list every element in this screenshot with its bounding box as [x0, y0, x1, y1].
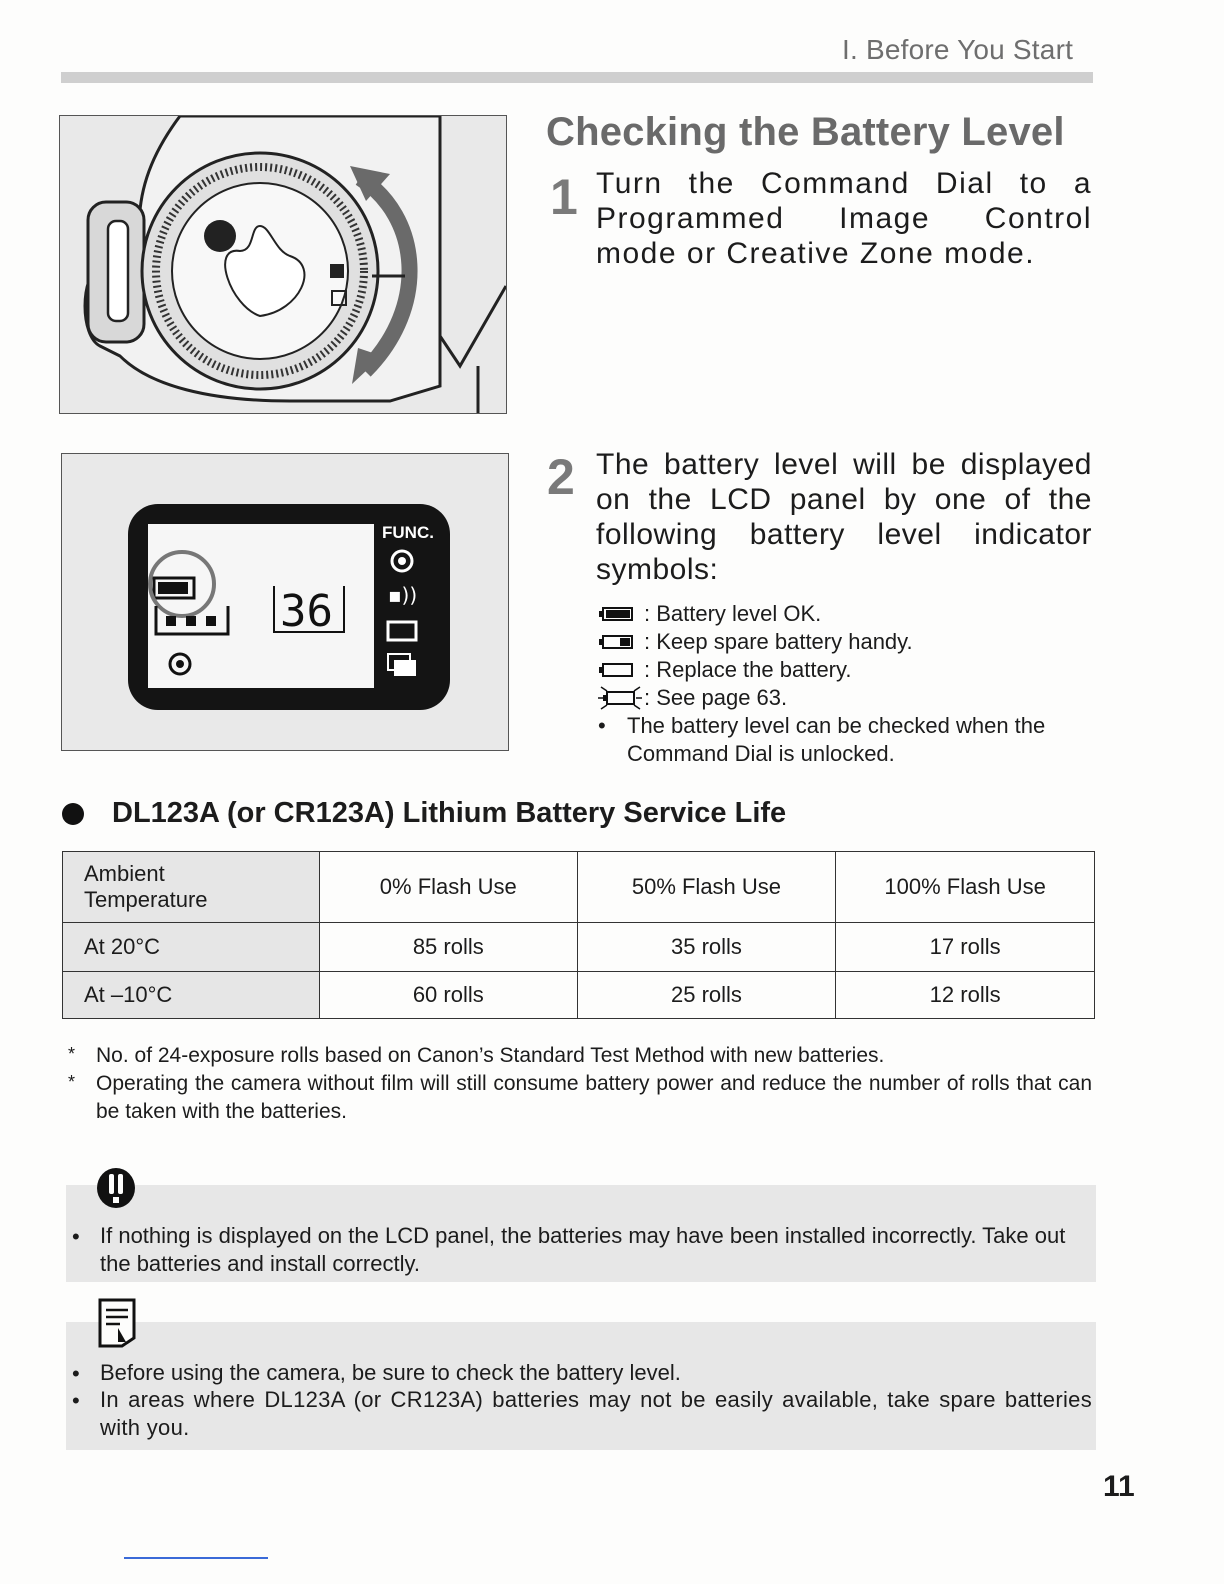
header-50-percent-flash: 50% Flash Use: [577, 852, 836, 923]
battery-life-table-heading: DL123A (or CR123A) Lithium Battery Service Life: [112, 797, 787, 829]
indicator-battery-empty: [598, 656, 852, 684]
memo-bullet-2: •: [72, 1388, 80, 1413]
indicator-battery-ok-text: : Battery level OK.: [644, 601, 822, 626]
lcd-panel-illustration: [61, 453, 509, 751]
command-dial-illustration: [59, 115, 507, 414]
page-number: 11: [1103, 1470, 1135, 1503]
cell-20c-0-percent: 85 rolls: [319, 923, 577, 972]
header-100-percent-flash: 100% Flash Use: [836, 852, 1095, 923]
table-row: [63, 972, 1095, 1019]
table-header-row: [63, 852, 1095, 923]
indicator-note-text: The battery level can be checked when the Command Dial is unlocked.: [627, 713, 1046, 766]
footnote-1-marker: *: [68, 1044, 76, 1064]
svg-text:▪)): ▪)): [388, 583, 418, 607]
lcd-panel-drawing: [62, 454, 508, 750]
indicator-battery-blinking-text: : See page 63.: [644, 685, 788, 710]
bottom-rule: [124, 1557, 268, 1559]
header-rule: [61, 72, 1093, 83]
battery-full-icon: [598, 607, 644, 621]
table-heading-bullet: [62, 803, 84, 825]
footnote-1-text: No. of 24-exposure rolls based on Canon’s Standard Test Method with new batteries.: [96, 1044, 885, 1067]
footnote-2-marker: *: [68, 1072, 76, 1092]
indicator-battery-blinking: [598, 684, 787, 712]
step-1-text: Turn the Command Dial to a Programmed Image Control mode or Creative Zone mode.: [596, 167, 1092, 270]
indicator-battery-empty-text: : Replace the battery.: [644, 657, 852, 682]
indicator-battery-ok: [598, 600, 821, 628]
memo-text-1: Before using the camera, be sure to check the battery level.: [100, 1360, 681, 1385]
header-0-percent-flash: 0% Flash Use: [319, 852, 577, 923]
section-title: Checking the Battery Level: [546, 110, 1065, 154]
indicator-battery-half: [598, 628, 913, 656]
lcd-func-label: FUNC.: [382, 523, 434, 542]
caution-icon: [94, 1165, 138, 1214]
step-2-text: The battery level will be displayed on the LCD panel by one of the following battery level indicator symbols:: [596, 448, 1092, 586]
memo-icon: [98, 1298, 136, 1353]
cell-minus-10c-0-percent: 60 rolls: [319, 972, 577, 1019]
command-dial-drawing: [60, 116, 506, 413]
indicator-note-bullet: •: [598, 713, 606, 738]
row-label-20c: At 20°C: [63, 923, 320, 972]
battery-life-table: [62, 851, 1095, 1019]
battery-empty-icon: [598, 663, 644, 677]
memo-text-2: In areas where DL123A (or CR123A) batteries may not be easily available, take spare batteries with you.: [100, 1387, 1092, 1440]
caution-bullet: •: [72, 1224, 80, 1249]
page-header-title: I. Before You Start: [842, 34, 1074, 65]
cell-minus-10c-100-percent: 12 rolls: [836, 972, 1095, 1019]
battery-half-icon: [598, 635, 644, 649]
step-1-number: 1: [550, 169, 578, 225]
cell-20c-100-percent: 17 rolls: [836, 923, 1095, 972]
indicator-battery-half-text: : Keep spare battery handy.: [644, 629, 913, 654]
cell-20c-50-percent: 35 rolls: [577, 923, 836, 972]
cell-minus-10c-50-percent: 25 rolls: [577, 972, 836, 1019]
step-2-number: 2: [547, 449, 575, 505]
footnote-2-text: Operating the camera without film will still consume battery power and reduce the number of rolls that can be taken with the batteries.: [96, 1072, 1092, 1123]
battery-blinking-icon: [598, 685, 644, 711]
caution-text: If nothing is displayed on the LCD panel, the batteries may have been installed incorrectly. Take out the batteries and install correctly.: [100, 1223, 1066, 1276]
table-row: [63, 923, 1095, 972]
row-label-minus-10c: At –10°C: [63, 972, 320, 1019]
header-ambient-temperature: Ambient Temperature: [63, 852, 320, 923]
lcd-exposure-counter: 36: [280, 586, 333, 637]
memo-bullet-1: •: [72, 1361, 80, 1386]
